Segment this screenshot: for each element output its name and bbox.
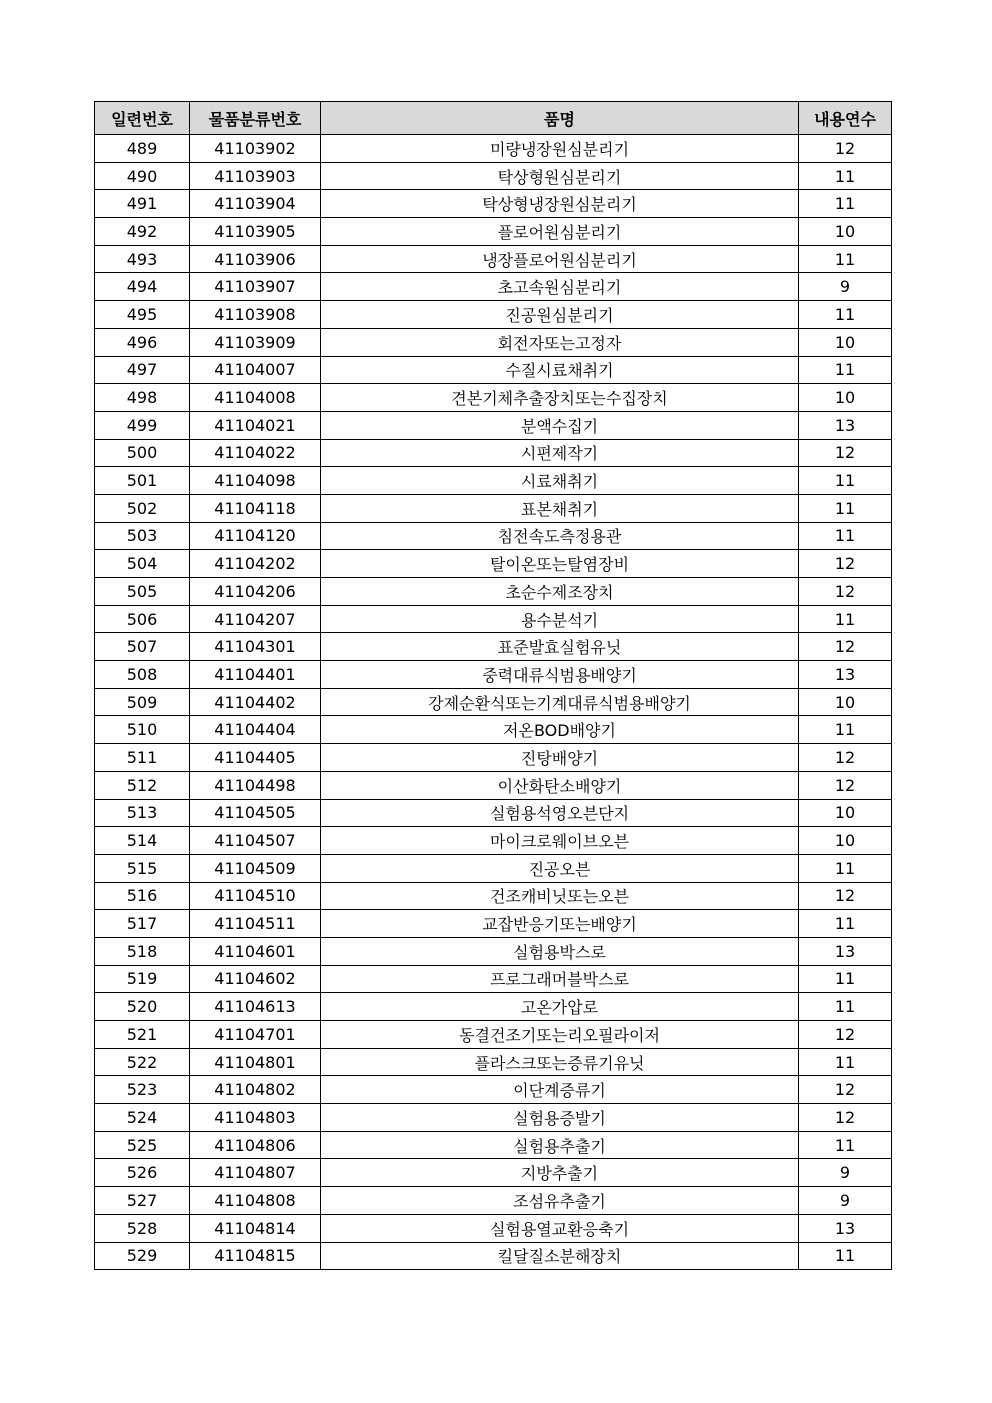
item-name-cell: 탁상형원심분리기 bbox=[321, 162, 799, 190]
item-name-cell: 분액수집기 bbox=[321, 411, 799, 439]
item-name-cell: 탁상형냉장원심분리기 bbox=[321, 190, 799, 218]
serial-number-cell: 490 bbox=[95, 162, 190, 190]
useful-life-cell: 11 bbox=[799, 1131, 892, 1159]
useful-life-cell: 12 bbox=[799, 550, 892, 578]
table-row bbox=[95, 218, 892, 246]
serial-number-cell: 528 bbox=[95, 1214, 190, 1242]
table-row bbox=[95, 882, 892, 910]
table-row bbox=[95, 439, 892, 467]
item-name-cell: 초순수제조장치 bbox=[321, 578, 799, 606]
classification-number-cell: 41104098 bbox=[190, 467, 321, 495]
classification-number-cell: 41104808 bbox=[190, 1187, 321, 1215]
table-row bbox=[95, 993, 892, 1021]
item-name-cell: 표본채취기 bbox=[321, 494, 799, 522]
classification-number-cell: 41104402 bbox=[190, 688, 321, 716]
table-row bbox=[95, 494, 892, 522]
classification-number-cell: 41104509 bbox=[190, 854, 321, 882]
useful-life-cell: 12 bbox=[799, 135, 892, 163]
classification-number-cell: 41104613 bbox=[190, 993, 321, 1021]
item-name-cell: 진공원심분리기 bbox=[321, 301, 799, 329]
classification-number-cell: 41104507 bbox=[190, 827, 321, 855]
classification-number-cell: 41104301 bbox=[190, 633, 321, 661]
useful-life-cell: 10 bbox=[799, 218, 892, 246]
table-row bbox=[95, 688, 892, 716]
table-row bbox=[95, 1187, 892, 1215]
classification-number-cell: 41104602 bbox=[190, 965, 321, 993]
serial-number-cell: 489 bbox=[95, 135, 190, 163]
item-name-cell: 탈이온또는탈염장비 bbox=[321, 550, 799, 578]
serial-number-cell: 525 bbox=[95, 1131, 190, 1159]
table-body bbox=[95, 135, 892, 1270]
useful-life-cell: 11 bbox=[799, 993, 892, 1021]
useful-life-cell: 11 bbox=[799, 910, 892, 938]
useful-life-cell: 11 bbox=[799, 965, 892, 993]
useful-life-cell: 11 bbox=[799, 522, 892, 550]
serial-number-cell: 491 bbox=[95, 190, 190, 218]
serial-number-cell: 524 bbox=[95, 1104, 190, 1132]
table-row bbox=[95, 135, 892, 163]
header-useful-life: 내용연수 bbox=[799, 102, 892, 135]
item-name-cell: 실험용석영오븐단지 bbox=[321, 799, 799, 827]
useful-life-cell: 10 bbox=[799, 384, 892, 412]
classification-number-cell: 41103908 bbox=[190, 301, 321, 329]
table-row bbox=[95, 799, 892, 827]
useful-life-cell: 10 bbox=[799, 827, 892, 855]
table-row bbox=[95, 1242, 892, 1270]
item-name-cell: 시편제작기 bbox=[321, 439, 799, 467]
serial-number-cell: 520 bbox=[95, 993, 190, 1021]
table-row bbox=[95, 550, 892, 578]
classification-number-cell: 41104807 bbox=[190, 1159, 321, 1187]
table-row bbox=[95, 965, 892, 993]
useful-life-cell: 12 bbox=[799, 771, 892, 799]
serial-number-cell: 492 bbox=[95, 218, 190, 246]
table-row bbox=[95, 578, 892, 606]
classification-number-cell: 41104511 bbox=[190, 910, 321, 938]
useful-life-cell: 12 bbox=[799, 439, 892, 467]
classification-number-cell: 41104008 bbox=[190, 384, 321, 412]
item-name-cell: 침전속도측정용관 bbox=[321, 522, 799, 550]
useful-life-cell: 12 bbox=[799, 744, 892, 772]
item-name-cell: 시료채취기 bbox=[321, 467, 799, 495]
classification-number-cell: 41104814 bbox=[190, 1214, 321, 1242]
useful-life-cell: 13 bbox=[799, 661, 892, 689]
useful-life-cell: 11 bbox=[799, 716, 892, 744]
useful-life-cell: 11 bbox=[799, 356, 892, 384]
table-row bbox=[95, 937, 892, 965]
classification-number-cell: 41103904 bbox=[190, 190, 321, 218]
classification-number-cell: 41104118 bbox=[190, 494, 321, 522]
table-row bbox=[95, 273, 892, 301]
table-row bbox=[95, 633, 892, 661]
item-name-cell: 실험용증발기 bbox=[321, 1104, 799, 1132]
useful-life-cell: 10 bbox=[799, 799, 892, 827]
serial-number-cell: 515 bbox=[95, 854, 190, 882]
useful-life-cell: 9 bbox=[799, 1187, 892, 1215]
useful-life-cell: 12 bbox=[799, 1076, 892, 1104]
classification-number-cell: 41104206 bbox=[190, 578, 321, 606]
table-row bbox=[95, 467, 892, 495]
serial-number-cell: 509 bbox=[95, 688, 190, 716]
table-row bbox=[95, 1076, 892, 1104]
table-row bbox=[95, 1048, 892, 1076]
classification-number-cell: 41104505 bbox=[190, 799, 321, 827]
item-name-cell: 이단계증류기 bbox=[321, 1076, 799, 1104]
serial-number-cell: 517 bbox=[95, 910, 190, 938]
serial-number-cell: 513 bbox=[95, 799, 190, 827]
useful-life-cell: 10 bbox=[799, 328, 892, 356]
item-name-cell: 냉장플로어원심분리기 bbox=[321, 245, 799, 273]
table-row bbox=[95, 522, 892, 550]
classification-number-cell: 41104202 bbox=[190, 550, 321, 578]
classification-number-cell: 41104701 bbox=[190, 1021, 321, 1049]
serial-number-cell: 495 bbox=[95, 301, 190, 329]
classification-number-cell: 41103902 bbox=[190, 135, 321, 163]
item-name-cell: 수질시료채취기 bbox=[321, 356, 799, 384]
item-name-cell: 저온BOD배양기 bbox=[321, 716, 799, 744]
table-row bbox=[95, 605, 892, 633]
table-row bbox=[95, 744, 892, 772]
useful-life-cell: 9 bbox=[799, 1159, 892, 1187]
useful-life-cell: 12 bbox=[799, 882, 892, 910]
table-row bbox=[95, 328, 892, 356]
header-item-name: 품명 bbox=[321, 102, 799, 135]
serial-number-cell: 506 bbox=[95, 605, 190, 633]
serial-number-cell: 504 bbox=[95, 550, 190, 578]
classification-number-cell: 41104007 bbox=[190, 356, 321, 384]
table-header bbox=[95, 102, 892, 135]
classification-number-cell: 41104601 bbox=[190, 937, 321, 965]
item-name-cell: 건조캐비닛또는오븐 bbox=[321, 882, 799, 910]
item-name-cell: 조섬유추출기 bbox=[321, 1187, 799, 1215]
serial-number-cell: 519 bbox=[95, 965, 190, 993]
classification-number-cell: 41103907 bbox=[190, 273, 321, 301]
useful-life-cell: 11 bbox=[799, 1242, 892, 1270]
item-name-cell: 고온가압로 bbox=[321, 993, 799, 1021]
serial-number-cell: 510 bbox=[95, 716, 190, 744]
useful-life-cell: 11 bbox=[799, 494, 892, 522]
item-name-cell: 중력대류식범용배양기 bbox=[321, 661, 799, 689]
classification-number-cell: 41104806 bbox=[190, 1131, 321, 1159]
table-row bbox=[95, 661, 892, 689]
serial-number-cell: 502 bbox=[95, 494, 190, 522]
useful-life-cell: 11 bbox=[799, 605, 892, 633]
serial-number-cell: 529 bbox=[95, 1242, 190, 1270]
table-row bbox=[95, 1159, 892, 1187]
useful-life-cell: 12 bbox=[799, 633, 892, 661]
item-name-cell: 진탕배양기 bbox=[321, 744, 799, 772]
table-row bbox=[95, 910, 892, 938]
serial-number-cell: 527 bbox=[95, 1187, 190, 1215]
serial-number-cell: 508 bbox=[95, 661, 190, 689]
item-name-cell: 실험용박스로 bbox=[321, 937, 799, 965]
useful-life-cell: 12 bbox=[799, 1021, 892, 1049]
item-name-cell: 초고속원심분리기 bbox=[321, 273, 799, 301]
item-name-cell: 지방추출기 bbox=[321, 1159, 799, 1187]
classification-number-cell: 41104405 bbox=[190, 744, 321, 772]
item-name-cell: 교잡반응기또는배양기 bbox=[321, 910, 799, 938]
item-name-cell: 표준발효실험유닛 bbox=[321, 633, 799, 661]
table-row bbox=[95, 827, 892, 855]
header-row bbox=[95, 102, 892, 135]
classification-number-cell: 41104510 bbox=[190, 882, 321, 910]
serial-number-cell: 526 bbox=[95, 1159, 190, 1187]
durable-years-table bbox=[94, 101, 892, 1270]
item-name-cell: 회전자또는고정자 bbox=[321, 328, 799, 356]
serial-number-cell: 505 bbox=[95, 578, 190, 606]
useful-life-cell: 12 bbox=[799, 578, 892, 606]
classification-number-cell: 41103903 bbox=[190, 162, 321, 190]
table-row bbox=[95, 1104, 892, 1132]
table-row bbox=[95, 1214, 892, 1242]
useful-life-cell: 11 bbox=[799, 162, 892, 190]
useful-life-cell: 13 bbox=[799, 411, 892, 439]
classification-number-cell: 41104815 bbox=[190, 1242, 321, 1270]
header-classification-number: 물품분류번호 bbox=[190, 102, 321, 135]
useful-life-cell: 13 bbox=[799, 937, 892, 965]
useful-life-cell: 11 bbox=[799, 467, 892, 495]
item-name-cell: 킬달질소분해장치 bbox=[321, 1242, 799, 1270]
table-row bbox=[95, 716, 892, 744]
item-name-cell: 동결건조기또는리오필라이저 bbox=[321, 1021, 799, 1049]
serial-number-cell: 497 bbox=[95, 356, 190, 384]
table-row bbox=[95, 245, 892, 273]
serial-number-cell: 493 bbox=[95, 245, 190, 273]
useful-life-cell: 11 bbox=[799, 190, 892, 218]
serial-number-cell: 500 bbox=[95, 439, 190, 467]
classification-number-cell: 41104803 bbox=[190, 1104, 321, 1132]
serial-number-cell: 523 bbox=[95, 1076, 190, 1104]
table-row bbox=[95, 411, 892, 439]
serial-number-cell: 499 bbox=[95, 411, 190, 439]
classification-number-cell: 41104022 bbox=[190, 439, 321, 467]
serial-number-cell: 518 bbox=[95, 937, 190, 965]
serial-number-cell: 507 bbox=[95, 633, 190, 661]
serial-number-cell: 516 bbox=[95, 882, 190, 910]
item-name-cell: 플라스크또는증류기유닛 bbox=[321, 1048, 799, 1076]
item-name-cell: 플로어원심분리기 bbox=[321, 218, 799, 246]
useful-life-cell: 13 bbox=[799, 1214, 892, 1242]
classification-number-cell: 41103905 bbox=[190, 218, 321, 246]
serial-number-cell: 496 bbox=[95, 328, 190, 356]
serial-number-cell: 503 bbox=[95, 522, 190, 550]
table-row bbox=[95, 1021, 892, 1049]
header-serial-number: 일련번호 bbox=[95, 102, 190, 135]
serial-number-cell: 494 bbox=[95, 273, 190, 301]
table-row bbox=[95, 190, 892, 218]
classification-number-cell: 41104401 bbox=[190, 661, 321, 689]
item-name-cell: 실험용열교환응축기 bbox=[321, 1214, 799, 1242]
serial-number-cell: 522 bbox=[95, 1048, 190, 1076]
classification-number-cell: 41104207 bbox=[190, 605, 321, 633]
useful-life-cell: 9 bbox=[799, 273, 892, 301]
item-name-cell: 견본기체추출장치또는수집장치 bbox=[321, 384, 799, 412]
classification-number-cell: 41104120 bbox=[190, 522, 321, 550]
useful-life-cell: 11 bbox=[799, 1048, 892, 1076]
table-row bbox=[95, 384, 892, 412]
serial-number-cell: 514 bbox=[95, 827, 190, 855]
classification-number-cell: 41104802 bbox=[190, 1076, 321, 1104]
item-name-cell: 마이크로웨이브오븐 bbox=[321, 827, 799, 855]
useful-life-cell: 11 bbox=[799, 245, 892, 273]
classification-number-cell: 41104404 bbox=[190, 716, 321, 744]
item-name-cell: 용수분석기 bbox=[321, 605, 799, 633]
table-row bbox=[95, 356, 892, 384]
item-name-cell: 진공오븐 bbox=[321, 854, 799, 882]
table-row bbox=[95, 854, 892, 882]
useful-life-cell: 10 bbox=[799, 688, 892, 716]
item-name-cell: 실험용추출기 bbox=[321, 1131, 799, 1159]
serial-number-cell: 501 bbox=[95, 467, 190, 495]
classification-number-cell: 41103906 bbox=[190, 245, 321, 273]
table-row bbox=[95, 162, 892, 190]
table-row bbox=[95, 771, 892, 799]
classification-number-cell: 41104498 bbox=[190, 771, 321, 799]
classification-number-cell: 41103909 bbox=[190, 328, 321, 356]
classification-number-cell: 41104801 bbox=[190, 1048, 321, 1076]
table-row bbox=[95, 301, 892, 329]
table-row bbox=[95, 1131, 892, 1159]
useful-life-cell: 11 bbox=[799, 854, 892, 882]
classification-number-cell: 41104021 bbox=[190, 411, 321, 439]
useful-life-cell: 12 bbox=[799, 1104, 892, 1132]
serial-number-cell: 511 bbox=[95, 744, 190, 772]
item-name-cell: 프로그래머블박스로 bbox=[321, 965, 799, 993]
serial-number-cell: 521 bbox=[95, 1021, 190, 1049]
serial-number-cell: 498 bbox=[95, 384, 190, 412]
useful-life-cell: 11 bbox=[799, 301, 892, 329]
serial-number-cell: 512 bbox=[95, 771, 190, 799]
item-name-cell: 강제순환식또는기계대류식범용배양기 bbox=[321, 688, 799, 716]
item-name-cell: 이산화탄소배양기 bbox=[321, 771, 799, 799]
item-name-cell: 미량냉장원심분리기 bbox=[321, 135, 799, 163]
